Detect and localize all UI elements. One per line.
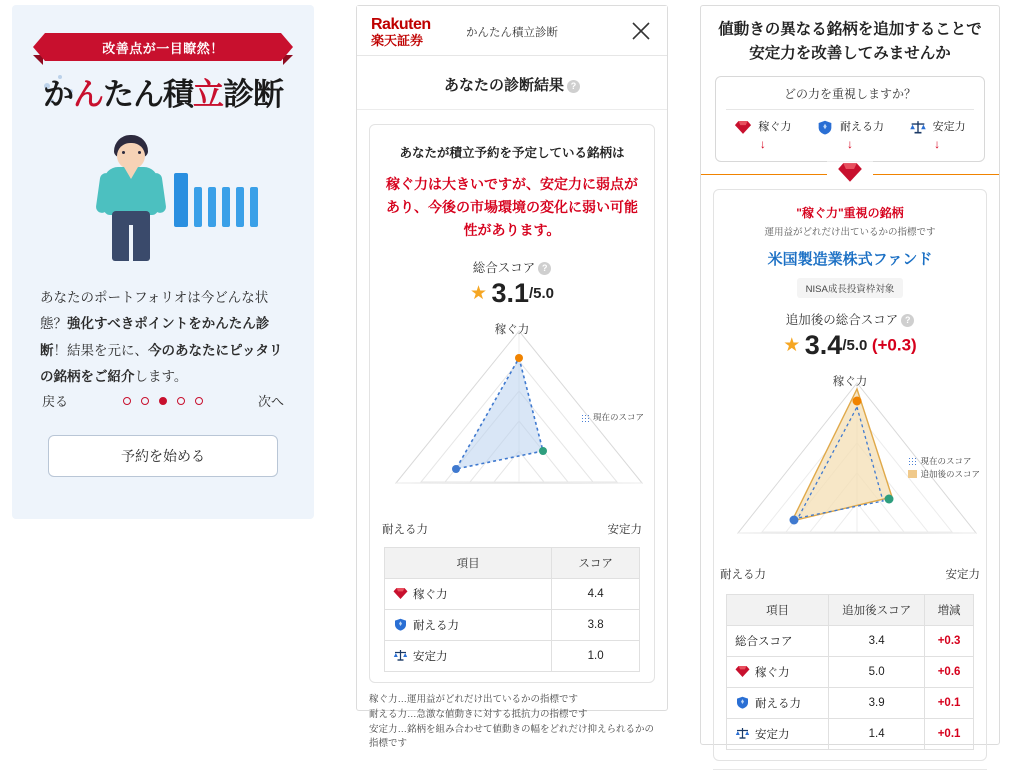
score-notes (369, 693, 655, 752)
radar-axis-top: 稼ぐ力 (494, 324, 530, 337)
table-cell-score: 3.9 (829, 688, 925, 719)
score-table (384, 547, 640, 672)
score-note-1: 稼ぐ力…運用益がどれだけ出ているかの指標です (369, 694, 579, 706)
force-option-earning[interactable] (734, 118, 791, 151)
force-option-label: 稼ぐ力 (758, 121, 792, 134)
help-icon-score[interactable]: ? (538, 262, 551, 275)
shield-icon (735, 696, 750, 709)
shield-icon (393, 618, 408, 631)
table-row (727, 688, 974, 719)
intro-text-bold-1: 強化すべきポイントをかんたん診断 (40, 316, 270, 358)
table-cell-delta: +0.6 (925, 657, 974, 688)
force-option-label: 耐える力 (839, 121, 884, 134)
person-face (117, 143, 145, 169)
fund-name[interactable]: 米国製造業株式ファンド (767, 251, 933, 269)
radar-legend (908, 455, 980, 481)
arrow-down-icon: ↓ (934, 137, 941, 152)
table-cell-delta: +0.1 (925, 719, 974, 750)
table-header-score: スコア (552, 548, 640, 579)
score-number: 3.1 (491, 278, 529, 309)
star-icon: ★ (783, 335, 801, 357)
illustration (12, 135, 314, 265)
recommendation-panel (700, 5, 1000, 745)
scale-icon (909, 120, 924, 133)
table-cell-score: 3.4 (829, 626, 925, 657)
star-icon: ★ (469, 283, 487, 305)
shield-icon (816, 120, 831, 133)
score-note-3: 安定力…銘柄を組み合わせて値動きの幅をどれだけ抑えられるかの指標です (369, 723, 655, 750)
next-button[interactable]: 次へ (257, 394, 284, 409)
scale-icon (393, 649, 408, 662)
after-score-label (726, 310, 974, 328)
intro-text (40, 285, 286, 390)
table-cell-label (727, 719, 829, 750)
table-cell-score: 3.8 (552, 610, 640, 641)
total-score-label (384, 258, 640, 276)
table-row (727, 719, 974, 750)
header-title: かんたん積立診断 (466, 27, 558, 39)
force-option-endurance[interactable] (816, 118, 884, 151)
start-reservation-button[interactable]: 予約を始める (48, 435, 278, 477)
legend-label-current: 現在のスコア (592, 412, 644, 423)
force-selector (715, 76, 985, 162)
score-denominator: /5.0 (529, 285, 555, 303)
result-subtitle-text: あなたの診断結果 (443, 77, 564, 94)
table-cell-label (385, 610, 552, 641)
title-part-1: か (43, 77, 73, 112)
fund-kicker-sub: 運用益がどれだけ出ているかの指標です (764, 227, 936, 239)
nisa-badge: NISA成長投資枠対象 (797, 278, 904, 298)
table-header-row (385, 548, 640, 579)
table-cell-delta: +0.3 (925, 626, 974, 657)
intro-text-3: します。 (134, 368, 188, 384)
fund-card (713, 189, 987, 761)
radar-axis-bottom-left: 耐える力 (720, 569, 766, 582)
gem-icon (827, 161, 873, 188)
title-part-3: 診断 (223, 77, 283, 112)
table-header-item: 項目 (385, 548, 552, 579)
table-cell-score: 1.4 (829, 719, 925, 750)
gem-icon (734, 120, 749, 133)
table-cell-score: 5.0 (829, 657, 925, 688)
table-row (727, 657, 974, 688)
gem-icon (393, 587, 408, 600)
table-row (385, 610, 640, 641)
back-button[interactable]: 戻る (42, 394, 69, 409)
radar-axis-bottom-right: 安定力 (945, 569, 980, 582)
recommendation-title: 値動きの異なる銘柄を追加することで安定力を改善してみませんか (718, 21, 982, 63)
close-icon[interactable] (629, 19, 653, 43)
table-cell-label (727, 657, 829, 688)
table-cell-label-text: 稼ぐ力 (755, 667, 790, 680)
table-cell-label (385, 579, 552, 610)
title-part-2: たん積 (103, 77, 193, 112)
scale-icon (735, 727, 750, 740)
score-note-2: 耐える力…急激な値動きに対する抵抗力の指標です (369, 709, 588, 720)
title-accent-1: ん (73, 77, 103, 112)
force-options (722, 118, 978, 151)
legend-label-current: 現在のスコア (920, 456, 972, 467)
after-score-table (726, 594, 974, 750)
bar-graphic (174, 173, 258, 227)
pager-dot-5[interactable] (195, 397, 203, 405)
total-score-value (384, 278, 640, 309)
table-cell-label-text: 総合スコア (735, 636, 793, 649)
result-card (369, 124, 655, 683)
help-icon-after-score[interactable]: ? (901, 314, 914, 327)
promo-banner: 改善点が一目瞭然！ (45, 33, 281, 61)
radar-chart-current (382, 323, 644, 537)
force-selector-title: どの力を重視しますか？ (726, 85, 974, 110)
table-row (727, 626, 974, 657)
pager-dot-4[interactable] (177, 397, 185, 405)
table-cell-label (727, 626, 829, 657)
intro-text-bold-2: 今のあなたにピッタリの銘柄をご紹介 (40, 342, 283, 384)
legend-swatch-current (908, 457, 917, 465)
person-eye-left (122, 151, 125, 154)
table-cell-label-text: 耐える力 (755, 698, 801, 711)
logo-rakuten-securities: 楽天証券 (371, 33, 424, 49)
after-score-denominator: /5.0 (842, 337, 868, 355)
fund-kicker: "稼ぐ力"重視の銘柄 (796, 206, 904, 221)
section-divider (701, 174, 999, 175)
table-cell-label-text: 安定力 (413, 651, 448, 664)
gem-icon (735, 665, 750, 678)
after-score-value (726, 330, 974, 361)
table-cell-score: 4.4 (552, 579, 640, 610)
radar-axis-top: 稼ぐ力 (832, 376, 868, 389)
intro-text-2: ！結果を元に、 (53, 342, 148, 358)
table-cell-label-text: 安定力 (755, 729, 790, 742)
arrow-down-icon: ↓ (759, 137, 766, 152)
table-cell-label (727, 688, 829, 719)
radar-chart-after (720, 375, 980, 582)
radar-legend (581, 411, 644, 424)
help-icon[interactable]: ? (567, 80, 580, 93)
legend-swatch-after (908, 470, 917, 478)
table-cell-label-text: 耐える力 (413, 620, 459, 633)
legend-label-after: 追加後のスコア (920, 468, 980, 479)
diagnosis-result-panel (356, 5, 668, 750)
after-score-delta: (+0.3) (871, 335, 917, 355)
person-illustration (96, 135, 166, 261)
pager-dot-2[interactable] (141, 397, 149, 405)
force-option-stability[interactable] (909, 118, 966, 151)
onboarding-panel (12, 5, 314, 519)
after-score-number: 3.4 (804, 330, 843, 361)
arrow-down-icon: ↓ (846, 137, 853, 152)
table-cell-label-text: 稼ぐ力 (413, 589, 448, 602)
carousel-nav (42, 391, 284, 410)
page-title (12, 69, 314, 114)
table-header-item: 項目 (727, 595, 829, 626)
pager-dot-3[interactable] (159, 397, 167, 405)
panel-header (357, 6, 667, 56)
table-header-delta: 増減 (925, 595, 974, 626)
panel-footer (713, 769, 987, 783)
table-cell-score: 1.0 (552, 641, 640, 672)
title-accent-2: 立 (193, 77, 223, 112)
pager-dot-1[interactable] (123, 397, 131, 405)
after-score-label-text: 追加後の総合スコア (785, 313, 899, 328)
force-option-label: 安定力 (932, 121, 966, 134)
intro-text-1: あなたのポートフォリオは今どんな状態？ (40, 290, 269, 332)
person-legs (112, 211, 150, 261)
table-header-after-score: 追加後スコア (829, 595, 925, 626)
result-alert: 稼ぐ力は大きいですが、安定力に弱点があり、今後の市場環境の変化に弱い可能性があります。 (386, 176, 638, 239)
table-cell-delta: +0.1 (925, 688, 974, 719)
result-lead: あなたが積立予約を予定している銘柄は (399, 146, 625, 160)
table-header-row (727, 595, 974, 626)
result-subtitle (357, 56, 667, 110)
legend-swatch-current (581, 414, 590, 422)
radar-axis-bottom-left: 耐える力 (382, 524, 428, 537)
table-cell-label (385, 641, 552, 672)
logo-rakuten: Rakuten (371, 16, 431, 33)
person-eye-right (138, 151, 141, 154)
radar-axis-bottom-right: 安定力 (607, 524, 642, 537)
total-score-label-text: 総合スコア (472, 261, 536, 276)
table-row (385, 579, 640, 610)
carousel-pager[interactable] (123, 397, 203, 405)
table-row (385, 641, 640, 672)
